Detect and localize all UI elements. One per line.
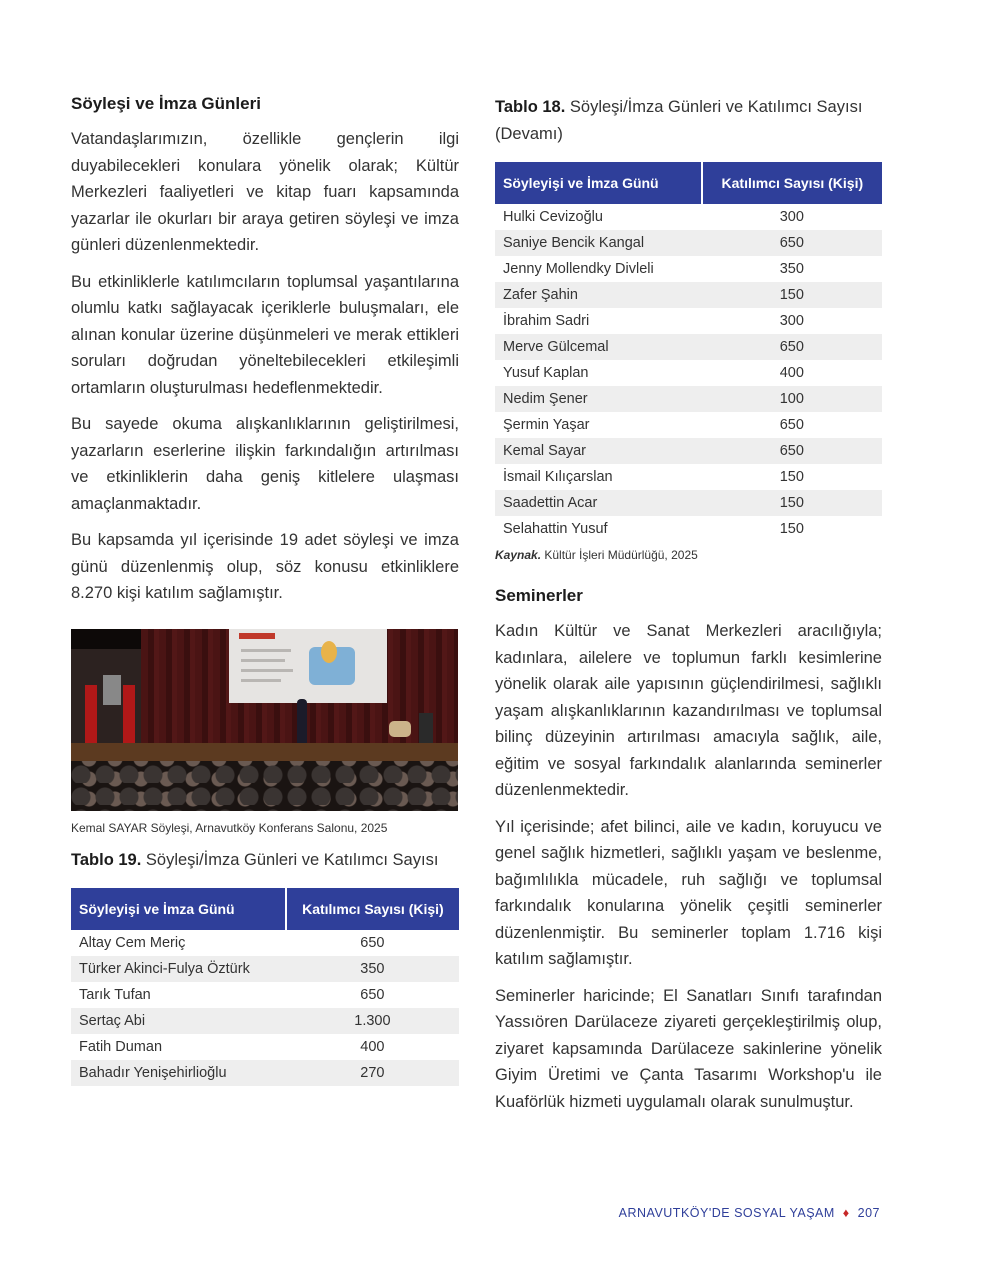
cell-name: İsmail Kılıçarslan: [503, 469, 613, 485]
cell-name: Sertaç Abi: [71, 1008, 286, 1034]
cell-count: 650: [702, 230, 882, 256]
table-row: [495, 230, 882, 256]
armchair: [389, 721, 411, 737]
table-row: [495, 256, 882, 282]
section-heading-soylesi: Söyleşi ve İmza Günleri: [71, 94, 261, 113]
footer-separator-icon: ♦: [842, 1206, 850, 1220]
table-row: [495, 412, 882, 438]
paragraph: Bu sayede okuma alışkanlıklarının geliştirilmesi, yazarların eserlerine ilişkin farkındalığın artırılması ve etkinliklerin daha geniş kitlelere ulaşması amaçlanmaktadır.: [71, 415, 459, 513]
table19: [71, 888, 459, 1086]
table-row: [495, 438, 882, 464]
cell-count: 300: [779, 209, 804, 225]
table-row: [495, 282, 882, 308]
cell-name: Zafer Şahin: [495, 282, 702, 308]
cell-name: Jenny Mollendky Divleli: [503, 261, 654, 277]
source-label: Kaynak.: [495, 548, 542, 562]
table19-label: Tablo 19.: [71, 850, 142, 869]
table-row: [71, 930, 459, 956]
cell-count: 350: [779, 261, 804, 277]
table-source: [495, 548, 882, 562]
table18-title-text: Söyleşi/İmza Günleri ve Katılımcı Sayısı (Devamı): [495, 98, 863, 143]
table-row: [495, 516, 882, 542]
cell-count: 1.300: [286, 1008, 459, 1034]
paragraph: Bu etkinliklerle katılımcıların toplumsal yaşantılarına olumlu katkı sağlayacak içeriklerle buluşmaları, ele alınan konular üzerine düşünmeleri ve merak ettikleri soruları doğrudan yöneltebilecekleri etkileşimli ortamların oluşturulması hedeflenmektedir.: [71, 272, 459, 397]
column-header: Katılımcı Sayısı (Kişi): [286, 888, 459, 930]
event-photo: [71, 629, 458, 811]
table19-title-text: Söyleşi/İmza Günleri ve Katılımcı Sayısı: [145, 850, 439, 869]
cell-count: 400: [779, 365, 804, 381]
cell-count: 270: [286, 1060, 459, 1086]
projection-screen: [229, 629, 387, 703]
table18-title: [495, 94, 882, 148]
cell-name: Saniye Bencik Kangal: [495, 230, 702, 256]
cell-count: 400: [360, 1038, 385, 1055]
audience: [71, 761, 458, 811]
cell-name: Fatih Duman: [79, 1038, 163, 1055]
table-row: [71, 982, 459, 1008]
table-row: [495, 386, 882, 412]
cell-name: Kemal Sayar: [495, 438, 702, 464]
cell-count: 650: [702, 334, 882, 360]
paragraph: Vatandaşlarımızın, özellikle gençlerin ilgi duyabilecekleri konulara yönelik olarak; Kültür Merkezleri faaliyetleri ve kitap fuarı kapsamında yazarlar ile okurları bir araya getiren söyleşi ve imza günleri düzenlenmektedir.: [71, 130, 459, 254]
table-row: [495, 334, 882, 360]
table-row: [71, 1008, 459, 1034]
cell-name: Saadettin Acar: [495, 490, 702, 516]
table19-title: [71, 847, 459, 874]
photo-caption: Kemal SAYAR Söyleşi, Arnavutköy Konferans Salonu, 2025: [71, 820, 388, 835]
table-row: [71, 956, 459, 982]
paragraph: Seminerler haricinde; El Sanatları Sınıfı tarafından Yassıören Darülaceze ziyareti gerçekleştirilmiş olup, ziyaret kapsamında Darülaceze sakinlerine yönelik Giyim Üretimi ve Çanta Tasarımı Workshop'u ile Kuaförlük hizmeti uygulamalı olarak sunulmuştur.: [495, 986, 882, 1111]
cell-count: 650: [360, 986, 385, 1003]
cell-count: 650: [779, 417, 804, 433]
speaker-figure: [297, 699, 307, 743]
source-text: Kültür İşleri Müdürlüğü, 2025: [544, 548, 698, 562]
cell-name: Bahadır Yenişehirlioğlu: [71, 1060, 286, 1086]
cell-name: Merve Gülcemal: [495, 334, 702, 360]
column-header: Söyleyişi ve İmza Günü: [495, 162, 702, 204]
cell-name: Türker Akinci-Fulya Öztürk: [71, 956, 286, 982]
table-row: [495, 360, 882, 386]
section-heading-seminerler: Seminerler: [495, 586, 583, 605]
table-row: [495, 464, 882, 490]
cell-name: Nedim Şener: [495, 386, 702, 412]
table18: [495, 162, 882, 542]
table-row: [71, 1060, 459, 1086]
table18-label: Tablo 18.: [495, 98, 566, 116]
cell-name: Yusuf Kaplan: [503, 365, 589, 381]
table-row: [71, 1034, 459, 1060]
paragraph: Bu kapsamda yıl içerisinde 19 adet söyleşi ve imza günü düzenlenmiş olup, söz konusu etkinliklere 8.270 kişi katılım sağlamıştır.: [71, 531, 459, 602]
table-row: [495, 308, 882, 334]
paragraph: Yıl içerisinde; afet bilinci, aile ve kadın, koruyucu ve genel sağlık hizmetleri, sağlıklı yaşam ve beslenme, bağımlılıkla mücadele, ruh sağlığı ve toplumsal farkındalık konularına yönelik çeşitli seminerler düzenlenmiştir. Bu seminerler toplam 1.716 kişi katılım sağlamıştır.: [495, 817, 882, 968]
cell-name: Şermin Yaşar: [503, 417, 590, 433]
cell-count: 100: [702, 386, 882, 412]
cell-count: 650: [360, 934, 385, 951]
flag: [85, 685, 97, 749]
cell-count: 650: [702, 438, 882, 464]
cell-count: 150: [702, 282, 882, 308]
table-row: [495, 204, 882, 230]
cell-name: Selahattin Yusuf: [503, 521, 608, 537]
left-column: [71, 94, 459, 1086]
cell-name: Altay Cem Meriç: [79, 934, 186, 951]
right-column: [495, 94, 882, 1125]
portrait: [103, 675, 121, 705]
table-row: [495, 490, 882, 516]
stage: [71, 743, 458, 763]
cell-name: İbrahim Sadri: [503, 313, 590, 329]
column-header: Söyleyişi ve İmza Günü: [71, 888, 286, 930]
column-header: Katılımcı Sayısı (Kişi): [702, 162, 882, 204]
cell-name: Hulki Cevizoğlu: [503, 209, 603, 225]
page-number: 207: [857, 1206, 880, 1220]
cell-name: Tarık Tufan: [79, 986, 151, 1003]
footer-title: ARNAVUTKÖY'DE SOSYAL YAŞAM: [618, 1206, 835, 1220]
paragraph: Kadın Kültür ve Sanat Merkezleri aracılığıyla; kadınlara, ailelere ve toplumun farklı kesimlerine yönelik olarak aile yapısının güçlendirilmesi, sağlıklı yaşam alışkanlıklarının kazandırılması ve toplumsal bilinç düzeyinin artırılması amacıyla sağlık, aile, eğitim ve sosyal farkındalık alanlarında seminerler düzenlenmektedir.: [495, 622, 882, 799]
cell-count: 300: [779, 313, 804, 329]
cell-count: 350: [286, 956, 459, 982]
cell-count: 150: [702, 490, 882, 516]
page-footer: [619, 1206, 880, 1220]
flag: [123, 685, 135, 749]
cell-count: 150: [779, 521, 804, 537]
flags-area: [71, 649, 141, 745]
cell-count: 150: [779, 469, 804, 485]
lectern: [419, 713, 433, 743]
